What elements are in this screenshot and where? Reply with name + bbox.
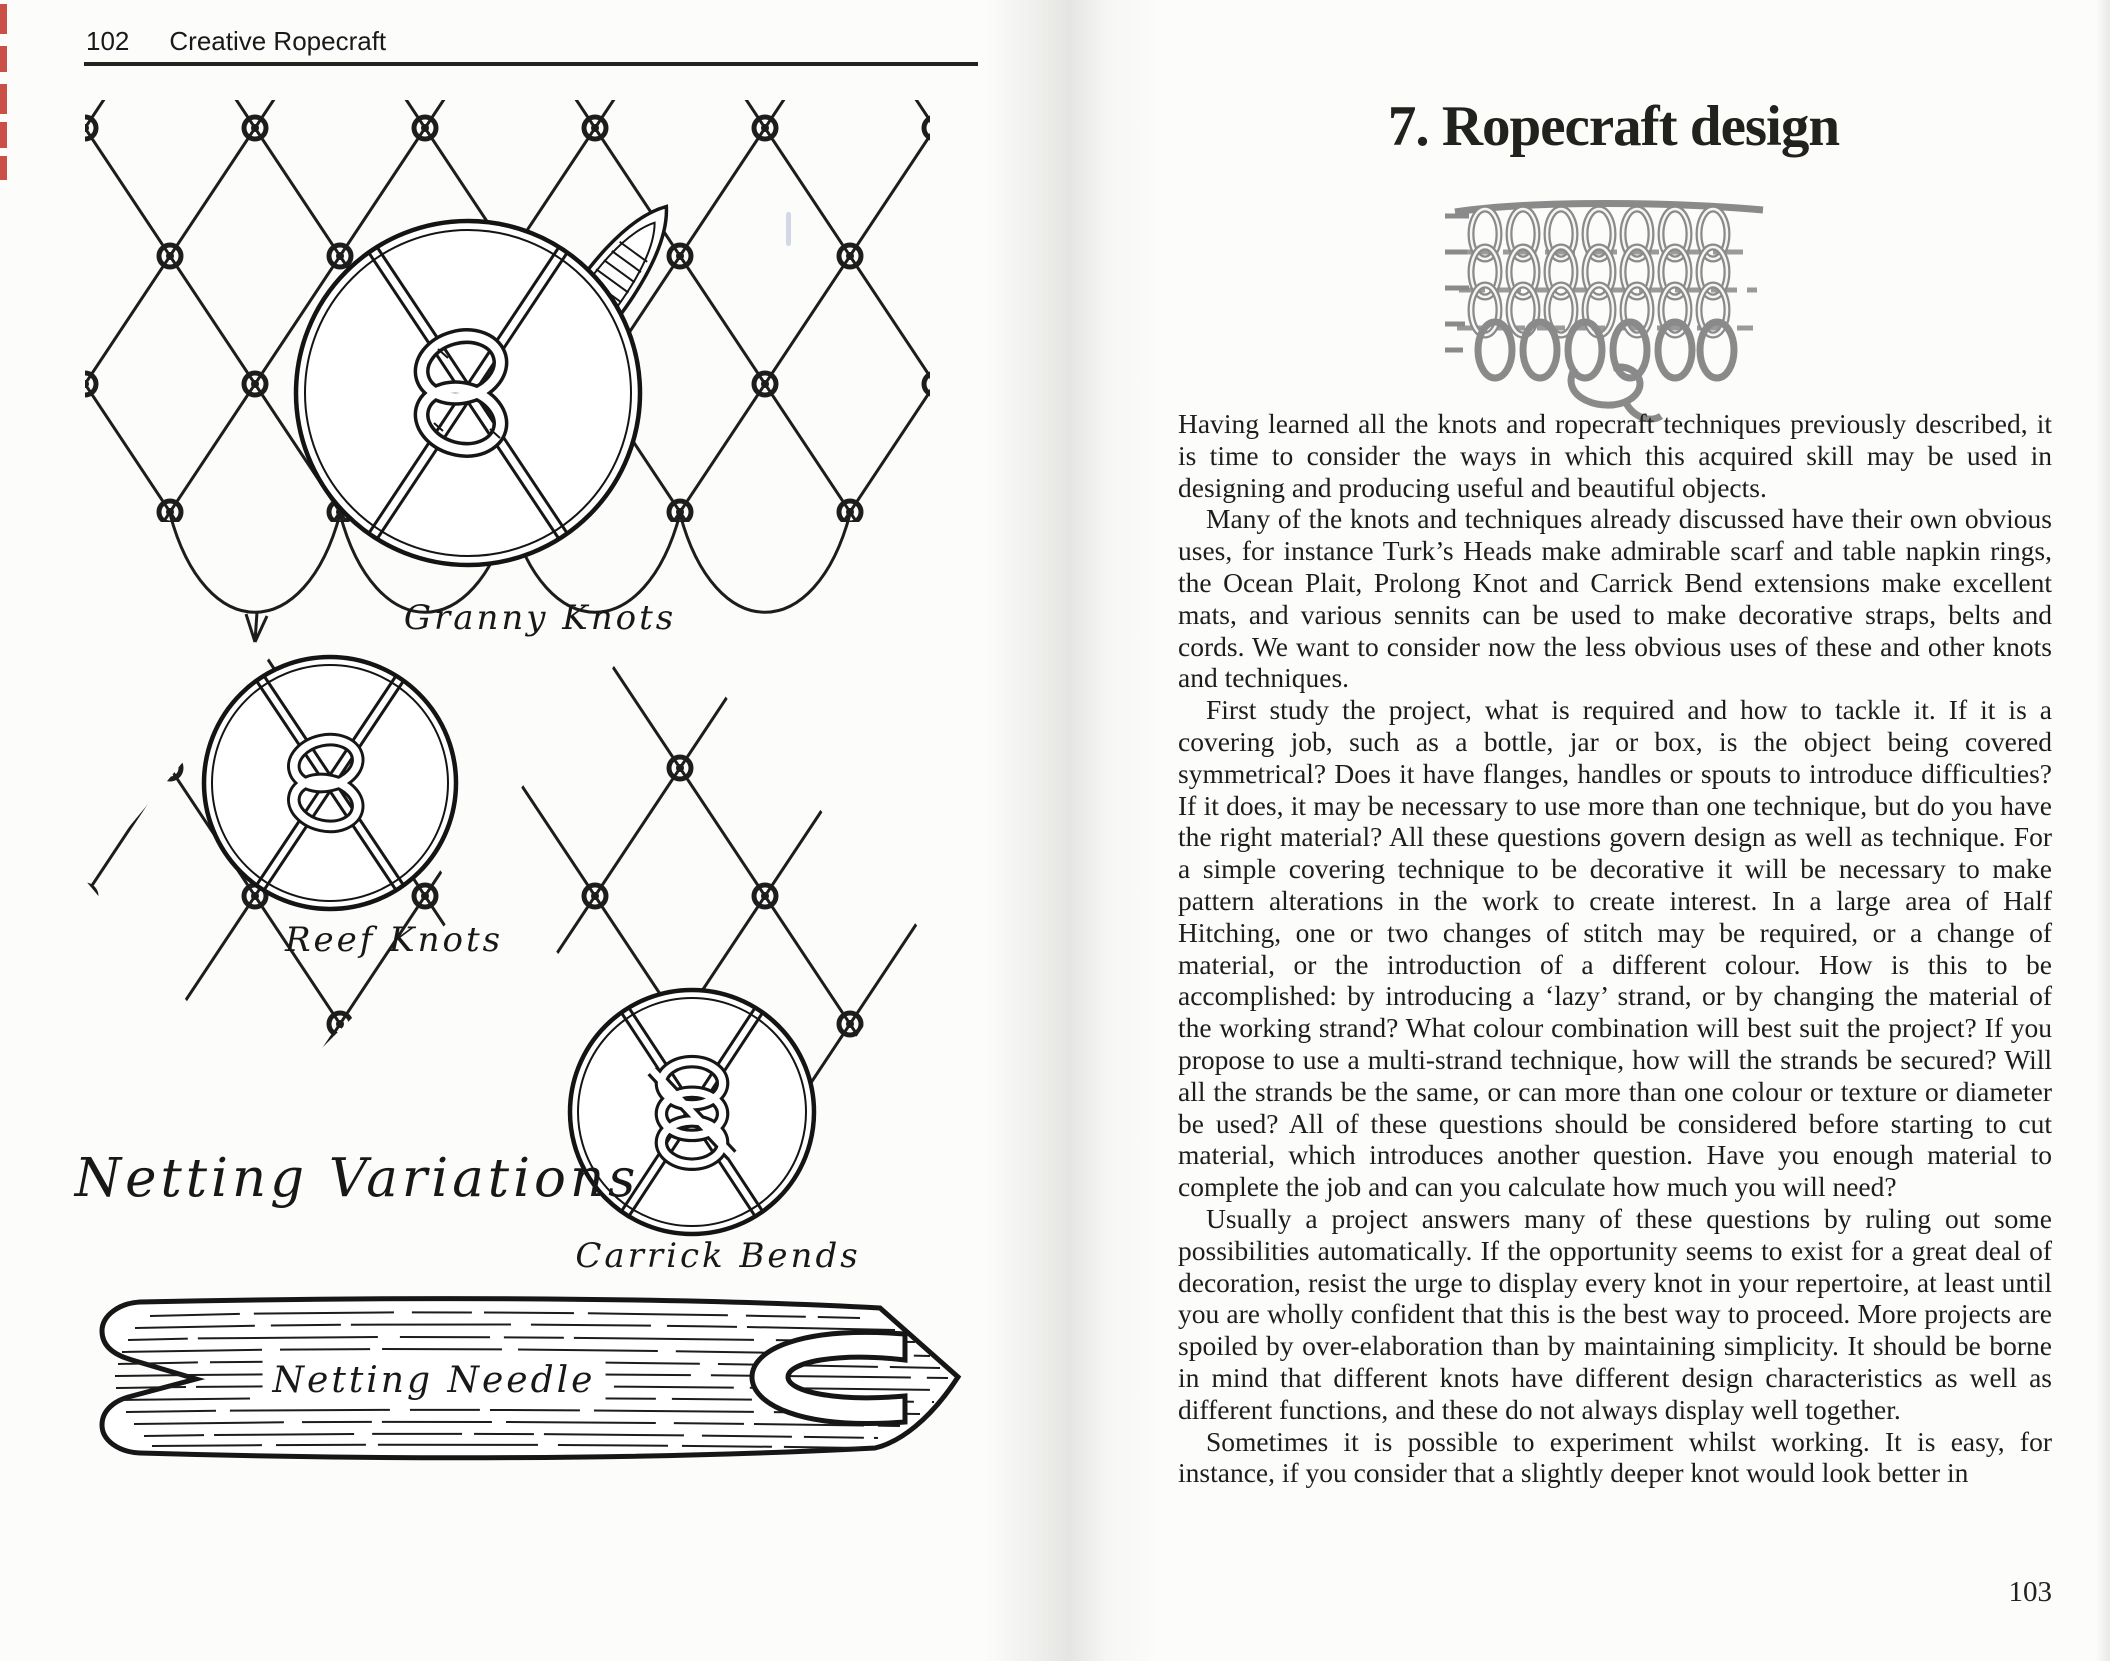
caption-netting-needle: Netting Needle (263, 1360, 606, 1401)
caption-granny-knots: Granny Knots (403, 598, 677, 638)
caption-carrick-bends: Carrick Bends (575, 1236, 861, 1276)
page-edge-shadow (2096, 0, 2110, 1661)
body-paragraph: Many of the knots and techniques already discussed have their own obvious uses, for instance Turk’s Heads make admirable scarf and table napkin rings, the Ocean Plait, Prolong Knot and Carrick Bend extensions make excellent mats, and various sennits can be used to make decorative straps, belts and cords. We want to consider now the less obvious uses of these and other knots and techniques. (1178, 503, 2052, 694)
inset-reef-knot (204, 657, 456, 909)
caption-reef-knots: Reef Knots (284, 920, 504, 960)
body-text (1178, 408, 2052, 1489)
caption-netting-variations: Netting Variations (74, 1148, 640, 1209)
page-number-right: 103 (2008, 1576, 2052, 1608)
chapter-title: 7. Ropecraft design (1387, 95, 1840, 158)
body-paragraph: Usually a project answers many of these questions by ruling out some possibilities automatically. If the opportunity seems to exist for a great deal of decoration, resist the urge to display every knot in your repertoire, at least until you are wholly confident that this is the best way to proceed. More projects are spoiled by over-elaboration than by maintaining simplicity. It should be borne in mind that different knots have different design characteristics as well as different functions, and these do not always display well together. (1178, 1202, 2052, 1425)
body-paragraph: Having learned all the knots and ropecraft techniques previously described, it is time to consider the ways in which this acquired skill may be used in designing and producing useful and beautiful objects. (1178, 408, 2052, 503)
body-paragraph: First study the project, what is required and how to tackle it. If it is a covering job, such as a bottle, jar or box, is the object being covered symmetrical? Does it have flanges, handles or spouts to introduce difficulties? If it does, it may be necessary to use more than one technique, but do you have the right material? All these questions govern design as well as technique. For a simple covering technique to be decorative it will be necessary to make pattern alterations in the work to create interest. In a large area of Half Hitching, one or two changes of stitch may be required, or a change of material, or the introduction of a different colour. How is this to be accomplished: by introducing a ‘lazy’ strand, or by changing the material of the working strand? What colour combination will best suit the project? If you propose to use a multi-strand technique, how will the strands be secured? Will all the strands be the same, or can more than one colour or texture or diameter be used? All of these questions should be considered before starting to cut material, which introduces another question. Have you enough material to complete the job and can you calculate how much you will need? (1178, 694, 2052, 1203)
body-paragraph: Sometimes it is possible to experiment whilst working. It is easy, for instance, if you consider that a slightly deeper knot would look better in (1178, 1425, 2052, 1489)
running-title: Creative Ropecraft (169, 26, 387, 56)
page-number-left: 102 (86, 26, 130, 56)
knitted-rope-illustration (1445, 186, 1775, 426)
netting-illustration (0, 0, 1040, 1661)
inset-granny-knot (296, 221, 640, 565)
